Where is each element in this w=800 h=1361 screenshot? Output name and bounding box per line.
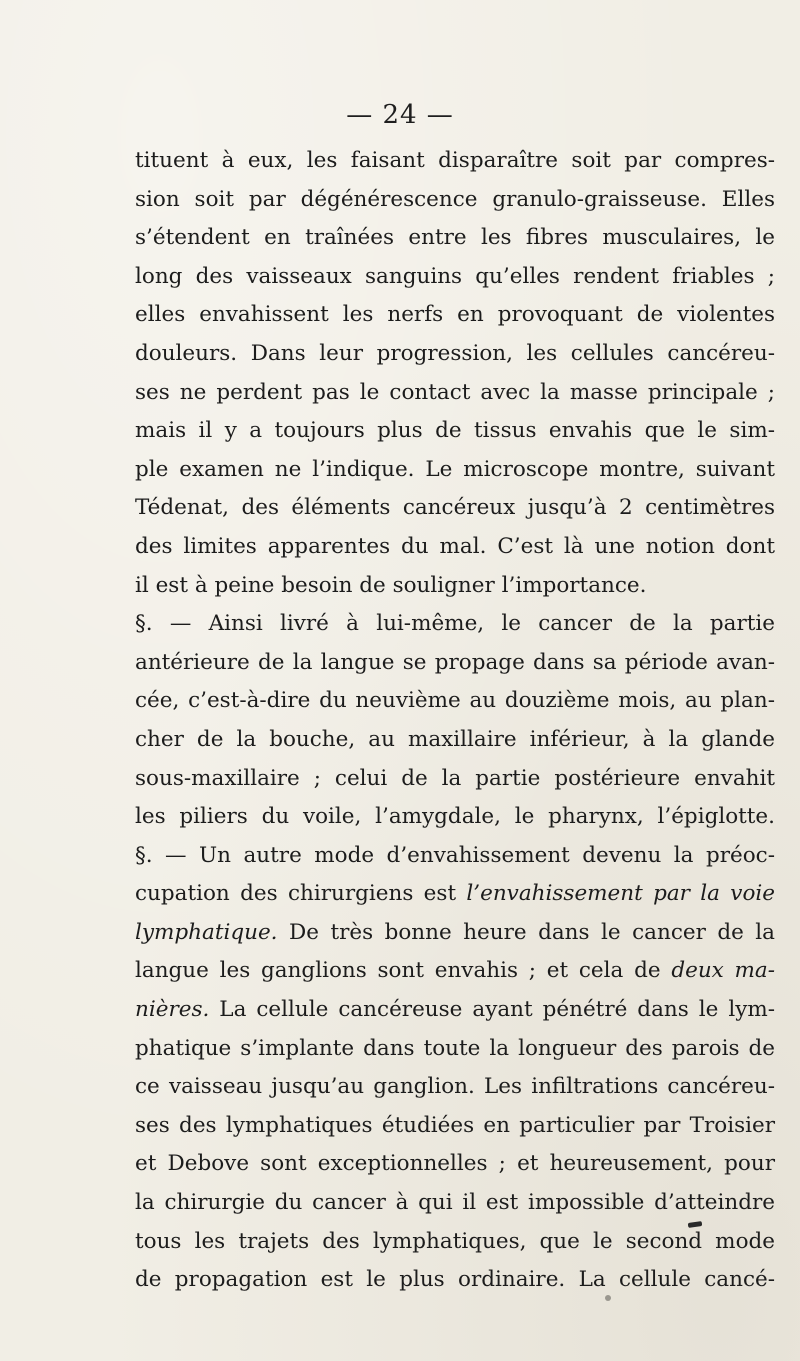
text-segment: la chirurgie du cancer à qui il est impossible d’atteindre — [135, 1190, 775, 1216]
text-segment: des limites apparentes du mal. C’est là une notion dont — [135, 533, 775, 559]
text-segment: de propagation est le plus ordinaire. La cellule cancé- — [135, 1267, 775, 1293]
text-line — [135, 1107, 775, 1146]
body-text — [135, 142, 775, 1300]
text-line — [135, 721, 775, 760]
text-segment: La cellule cancéreuse ayant pénétré dans le lym- — [209, 997, 775, 1023]
text-line — [135, 374, 775, 413]
paper-speck — [605, 1295, 611, 1301]
text-segment: ce vaisseau jusqu’au ganglion. Les infiltrations cancéreu- — [135, 1074, 775, 1100]
text-segment: il est à peine besoin de souligner l’importance. — [135, 572, 647, 598]
text-segment: les piliers du voile, l’amygdale, le pharynx, l’épiglotte. — [135, 804, 775, 830]
italic-text: nières. — [135, 997, 210, 1023]
text-segment: s’étendent en traînées entre les fibres musculaires, le — [135, 225, 775, 251]
text-segment: cher de la bouche, au maxillaire inférieur, à la glande — [135, 726, 775, 752]
text-line — [135, 875, 775, 914]
text-line — [135, 489, 775, 528]
text-line — [135, 258, 775, 297]
text-segment: antérieure de la langue se propage dans sa période avan- — [135, 649, 775, 675]
text-segment: Tédenat, des éléments cancéreux jusqu’à 2 centimètres — [135, 495, 775, 521]
text-line — [135, 682, 775, 721]
text-line — [135, 219, 775, 258]
text-line — [135, 952, 775, 991]
text-segment: elles envahissent les nerfs en provoquant de violentes — [135, 302, 775, 328]
text-segment: ses ne perdent pas le contact avec la masse principale ; — [135, 379, 775, 405]
text-line — [135, 798, 775, 837]
text-line — [135, 412, 775, 451]
text-segment: cupation des chirurgiens est — [135, 881, 467, 907]
text-segment: langue les ganglions sont envahis ; et cela de — [135, 958, 672, 984]
text-line — [135, 1030, 775, 1069]
text-segment: phatique s’implante dans toute la longueur des parois de — [135, 1035, 775, 1061]
text-segment: ple examen ne l’indique. Le microscope montre, suivant — [135, 456, 775, 482]
text-line — [135, 142, 775, 181]
text-line — [135, 181, 775, 220]
italic-text: l’envahissement par la voie — [466, 881, 775, 907]
text-line — [135, 1223, 775, 1262]
text-segment: sous-maxillaire ; celui de la partie postérieure envahit — [135, 765, 775, 791]
italic-text: lymphatique. — [135, 919, 278, 945]
text-segment: et Debove sont exceptionnelles ; et heureusement, pour — [135, 1151, 775, 1177]
text-segment: tituent à eux, les faisant disparaître soit par compres- — [135, 148, 775, 173]
text-segment: §. — Un autre mode d’envahissement devenu la préoc- — [135, 842, 775, 868]
text-segment: long des vaisseaux sanguins qu’elles rendent friables ; — [135, 263, 775, 289]
text-line — [135, 914, 775, 953]
text-segment: douleurs. Dans leur progression, les cellules cancéreu- — [135, 340, 775, 366]
text-segment: tous les trajets des lymphatiques, que le second mode — [135, 1228, 775, 1254]
text-line — [135, 1068, 775, 1107]
text-line — [135, 451, 775, 490]
text-line — [135, 837, 775, 876]
italic-text: deux ma- — [671, 958, 776, 984]
text-line — [135, 1261, 775, 1300]
text-segment: ses des lymphatiques étudiées en particulier par Troisier — [135, 1112, 775, 1138]
text-segment: sion soit par dégénérescence granulo-graisseuse. Elles — [135, 186, 775, 212]
text-line — [135, 644, 775, 683]
text-line — [135, 528, 775, 567]
page-number: — 24 — — [346, 100, 454, 130]
text-line — [135, 296, 775, 335]
text-line — [135, 567, 775, 606]
text-line — [135, 991, 775, 1030]
text-segment: De très bonne heure dans le cancer de la — [277, 919, 775, 945]
text-line — [135, 605, 775, 644]
text-line — [135, 335, 775, 374]
text-line — [135, 1184, 775, 1223]
text-line — [135, 760, 775, 799]
text-segment: §. — Ainsi livré à lui-même, le cancer de la partie — [135, 611, 775, 637]
text-segment: mais il y a toujours plus de tissus envahis que le sim- — [135, 418, 775, 444]
text-segment: cée, c’est-à-dire du neuvième au douzième mois, au plan- — [135, 688, 775, 714]
text-line — [135, 1145, 775, 1184]
